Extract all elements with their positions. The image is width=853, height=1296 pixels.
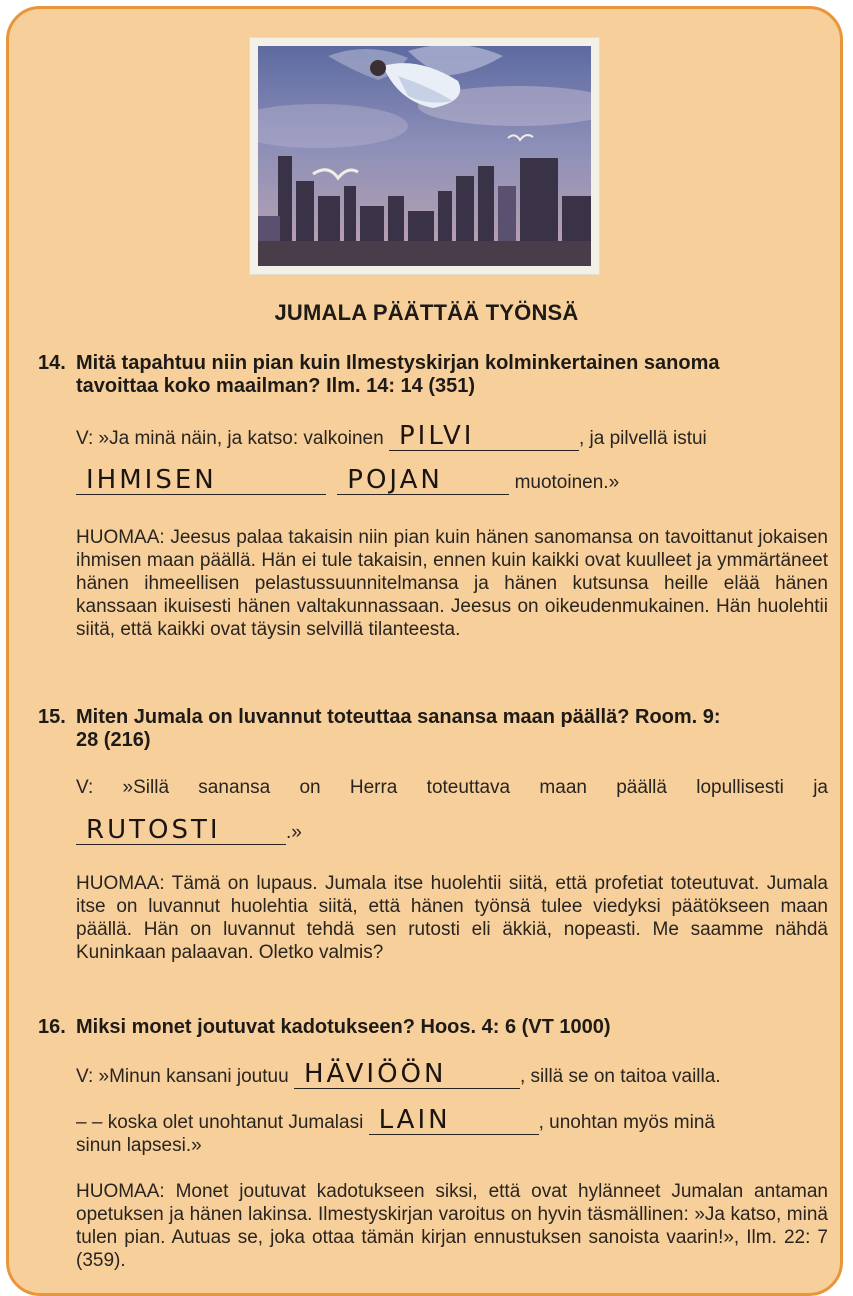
answer-blank-1[interactable]	[76, 815, 286, 845]
answer-14-line1	[76, 421, 828, 451]
answer-14-line2	[76, 465, 828, 495]
answer-16-line3: sinun lapsesi.»	[76, 1135, 202, 1156]
answer-blank-1[interactable]	[294, 1059, 520, 1089]
answer-blank-1[interactable]	[389, 421, 579, 451]
answer-text: V: »Ja minä näin, ja katso: valkoinen	[76, 428, 384, 449]
answer-text: muotoinen.»	[514, 472, 620, 493]
question-15	[38, 706, 828, 752]
handwritten-answer: POJAN	[347, 465, 443, 495]
answer-text: .»	[286, 822, 302, 843]
note-16: HUOMAA: Monet joutuvat kadotukseen siksi, että ovat hylänneet Jumalan antaman opetuksen ja hänen lakinsa. Ilmestyskirjan varoitus on hyvin täsmällinen: »Ja katso, minä tulen pian. Autuas se, joka ottaa tämän kirjan ennustuksen sanoista vaarin!», Ilm. 22: 7 (359).	[76, 1181, 828, 1271]
answer-text: , sillä se on taitoa vailla.	[519, 1066, 721, 1087]
note-15: HUOMAA: Tämä on lupaus. Jumala itse huolehtii siitä, että profetiat toteutuvat. Jumala itse on luvannut huolehtia siitä, että hänen työnsä tulee viedyksi päätökseen maan päällä. Hän on luvannut tehdä sen rutosti eli äkkiä, nopeasti. Me saamme nähdä Kuninkaan palaavan. Oletko valmis?	[76, 873, 828, 963]
answer-text: , ja pilvellä istui	[578, 428, 707, 449]
page-title: JUMALA PÄÄTTÄÄ TYÖNSÄ	[274, 300, 579, 325]
angel-city-illustration	[250, 38, 599, 274]
handwritten-answer: PILVI	[398, 421, 475, 451]
handwritten-answer: IHMISEN	[86, 465, 217, 495]
question-number: 14.	[38, 352, 66, 374]
handwritten-answer: RUTOSTI	[86, 815, 221, 845]
question-text-line1: Mitä tapahtuu niin pian kuin Ilmestyskirjan kolminkertainen sanoma	[76, 352, 720, 374]
question-text: Miksi monet joutuvat kadotukseen? Hoos. 4: 6 (VT 1000)	[76, 1016, 611, 1038]
question-text-line2: tavoittaa koko maailman? Ilm. 14: 14 (351)	[76, 375, 476, 397]
answer-16-line1	[76, 1059, 828, 1089]
answer-blank-2[interactable]	[76, 465, 326, 495]
handwritten-answer: HÄVIÖÖN	[303, 1059, 447, 1089]
answer-text: V: »Minun kansani joutuu	[76, 1066, 289, 1087]
note-14: HUOMAA: Jeesus palaa takaisin niin pian kuin hänen sanomansa on tavoittanut jokaisen ihmisen maan päällä. Hän ei tule takaisin, ennen kuin kaikki ovat kuulleet ja ymmärtäneet hänen ihmeellisen pelastussuunnitelmansa ja hänen kutsunsa heille elää hänen kanssaan ikuisesti hänen valtakunnassaan. Jeesus on oikeudenmukainen. Hän huolehtii siitä, että kaikki ovat täysin selvillä tilanteesta.	[76, 527, 828, 640]
question-number: 15.	[38, 706, 66, 728]
handwritten-answer: LAIN	[378, 1105, 451, 1135]
answer-blank-2[interactable]	[369, 1105, 539, 1135]
answer-15-line1: V: »Sillä sanansa on Herra toteuttava maan päällä lopullisesti ja	[76, 777, 828, 798]
question-text-line2: 28 (216)	[76, 729, 151, 751]
answer-16-line2	[76, 1105, 828, 1135]
question-text-line1: Miten Jumala on luvannut toteuttaa sanansa maan päällä? Room. 9:	[76, 706, 721, 728]
question-number: 16.	[38, 1016, 66, 1038]
answer-blank-3[interactable]	[337, 465, 509, 495]
question-14	[38, 352, 828, 398]
answer-15-line2	[76, 815, 828, 845]
answer-text: , unohtan myös minä	[538, 1112, 715, 1133]
answer-text: – – koska olet unohtanut Jumalasi	[76, 1112, 364, 1133]
illustration-image	[258, 46, 591, 266]
question-16	[38, 1016, 828, 1039]
